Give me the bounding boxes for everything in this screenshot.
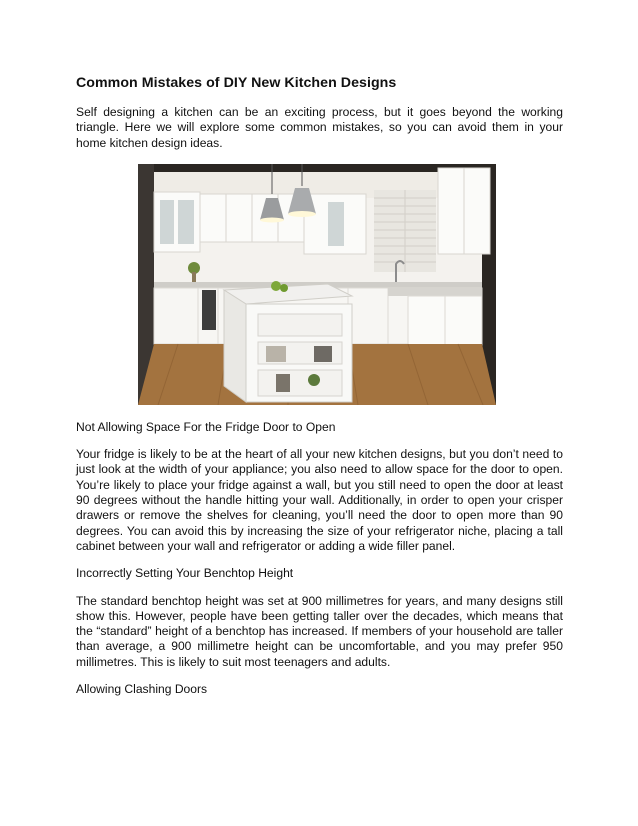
kitchen-illustration xyxy=(138,164,496,405)
document-title: Common Mistakes of DIY New Kitchen Designs xyxy=(76,75,397,91)
section-body-benchtop: The standard benchtop height was set at 900 millimetres for years, and many designs still show this. However, people have been getting taller over the decades, which means that the “standard” height of a benchtop has increased. If members of your household are taller than average, a 900 millimetre height can be uncomfortable, and you may prefer 950 millimetres. This is likely to suit most teenagers and adults. xyxy=(76,593,563,669)
document-page xyxy=(76,74,563,709)
section-body-fridge: Your fridge is likely to be at the heart of all your new kitchen designs, but you don’t need to just look at the width of your appliance; you also need to allow space for the door to open. You’re likely to place your fridge against a wall, but you still need to open the door at least 90 degrees without the handle hitting your wall. Additionally, in order to open your crisper drawers or remove the shelves for cleaning, you’ll need the door to open more than 90 degrees. You can avoid this by increasing the size of your refrigerator niche, placing a tall cabinet between your wall and refrigerator or adding a wide filler panel. xyxy=(76,447,563,553)
section-heading-benchtop: Incorrectly Setting Your Benchtop Height xyxy=(76,566,294,581)
section-heading-doors: Allowing Clashing Doors xyxy=(76,682,208,697)
intro-paragraph: Self designing a kitchen can be an exciting process, but it goes beyond the working triangle. Here we will explore some common mistakes, so you can avoid them in your home kitchen design ideas. xyxy=(76,105,563,150)
section-heading-fridge: Not Allowing Space For the Fridge Door to Open xyxy=(76,419,336,434)
kitchen-photo xyxy=(138,164,496,405)
